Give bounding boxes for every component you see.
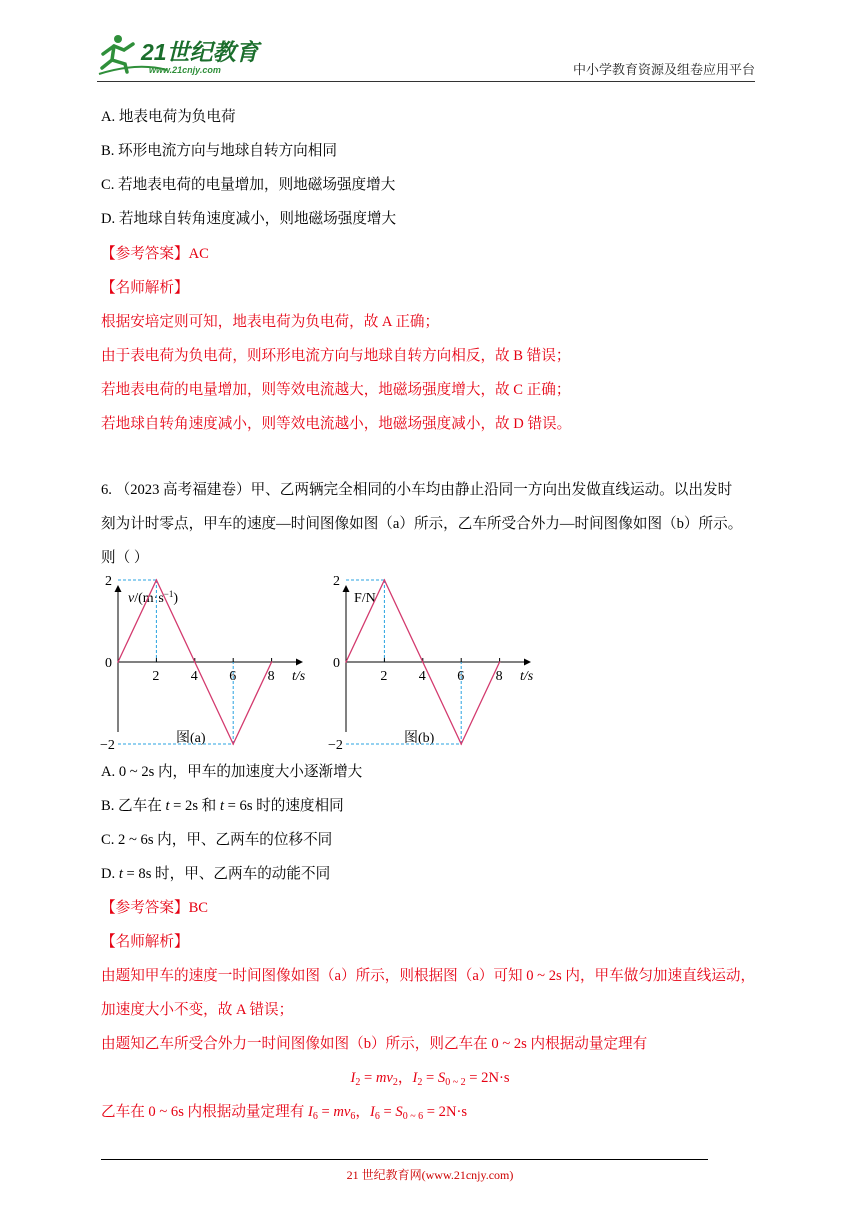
q6-analysis-line: 由题知甲车的速度一时间图像如图（a）所示，则根据图（a）可知 0 ~ 2s 内，甲车做匀加速直线运动， [101,968,756,984]
q5-option-d: D. 若地球自转角速度减小，则地磁场强度增大 [101,211,397,227]
svg-text:www.21cnjy.com: www.21cnjy.com [149,65,221,75]
y-tick-label: 0 [333,656,340,671]
q6-analysis-title: 【名师解析】 [101,934,189,950]
x-axis-arrow [524,659,531,666]
footer-divider [101,1159,708,1160]
platform-name: 中小学教育资源及组卷应用平台 [572,62,755,77]
graph-b-xlabel: t/s [520,669,534,684]
y-tick-label: 0 [105,656,112,671]
x-tick-label: 6 [229,669,237,684]
data-point [384,579,386,581]
graph-b-caption: 图(b) [404,731,435,746]
svg-text:21世纪教育: 21世纪教育 [141,39,259,65]
y-tick-label: 2 [333,574,340,589]
page-footer: 21 世纪教育网(www.21cnjy.com) [346,1168,514,1182]
q5-analysis-line: 根据安培定则可知，地表电荷为负电荷，故 A 正确； [101,314,440,330]
data-point [422,661,424,663]
data-point [460,743,462,745]
x-tick-label: 2 [380,669,388,684]
q5-answer: 【参考答案】AC [101,246,209,262]
graph-a-caption: 图(a) [176,731,206,746]
data-point [271,661,273,663]
q5-analysis-line: 由于表电荷为负电荷，则环形电流方向与地球自转方向相反，故 B 错误； [101,348,571,364]
q5-analysis-line: 若地表电荷的电量增加，则等效电流越大，地磁场强度增大，故 C 正确； [101,382,571,398]
y-tick-label: −2 [100,738,115,753]
q6-answer: 【参考答案】BC [101,900,209,916]
q5-analysis-line: 若地球自转角速度减小，则等效电流越小，地磁场强度减小，故 D 错误。 [101,416,572,432]
y-tick-label: 2 [105,574,112,589]
logo-runner-icon [97,32,267,76]
q6-option-c: C. 2 ~ 6s 内，甲、乙两车的位移不同 [101,832,333,848]
q6-stem-line: 刻为计时零点，甲车的速度—时间图像如图（a）所示，乙车所受合外力—时间图像如图（b）所示。 [101,516,743,532]
data-point [232,743,234,745]
y-tick-label: −2 [328,738,343,753]
data-point [345,661,347,663]
q5-option-a: A. 地表电荷为负电荷 [101,109,236,125]
q6-option-d: D. t = 8s 时，甲、乙两车的动能不同 [101,866,331,882]
graph-b-ylabel: F/N [354,591,376,606]
x-tick-label: 6 [457,669,465,684]
x-tick-label: 8 [495,669,503,684]
data-point [156,579,158,581]
velocity-time-graph [100,574,310,753]
q5-option-b: B. 环形电流方向与地球自转方向相同 [101,143,337,159]
q5-analysis-title: 【名师解析】 [101,280,189,296]
y-axis-arrow [115,585,122,592]
graph-a-ylabel: $v/(m\cdot s^{-1})$ [128,589,179,606]
q6-option-a: A. 0 ~ 2s 内，甲车的加速度大小逐渐增大 [101,764,363,780]
q6-stem-line: 则（ ） [101,550,149,566]
x-axis-arrow [296,659,303,666]
force-time-graph [328,574,538,753]
page-header [97,26,755,82]
data-point [499,661,501,663]
x-tick-label: 4 [190,669,198,684]
q6-option-b: B. 乙车在 t = 2s 和 t = 6s 时的速度相同 [101,798,344,814]
x-tick-label: 8 [267,669,275,684]
site-logo [97,32,267,76]
momentum-equation: $I_2 = mv_2$，$I_2 = S_{0 \sim 2} = 2N\cdot s$ [350,1070,510,1088]
graph-a-xlabel: t/s [292,669,306,684]
q6-analysis-line: 加速度大小不变，故 A 错误； [101,1002,294,1018]
q6-analysis-last-line: 乙车在 0 ~ 6s 内根据动量定理有 $I_6 = mv_6$，$I_6 = S_{0 \sim 6} = 2N\cdot s$ [101,1104,468,1122]
header-divider [97,81,755,82]
data-point [117,661,119,663]
q5-option-c: C. 若地表电荷的电量增加，则地磁场强度增大 [101,177,396,193]
y-axis-arrow [343,585,350,592]
q6-analysis-line: 由题知乙车所受合外力一时间图像如图（b）所示，则乙车在 0 ~ 2s 内根据动量定理有 [101,1036,648,1052]
q6-stem-line: 6. （2023 高考福建卷）甲、乙两辆完全相同的小车均由静止沿同一方向出发做直线运动。以出发时 [101,482,733,498]
x-tick-label: 4 [418,669,426,684]
x-tick-label: 2 [152,669,160,684]
data-point [194,661,196,663]
